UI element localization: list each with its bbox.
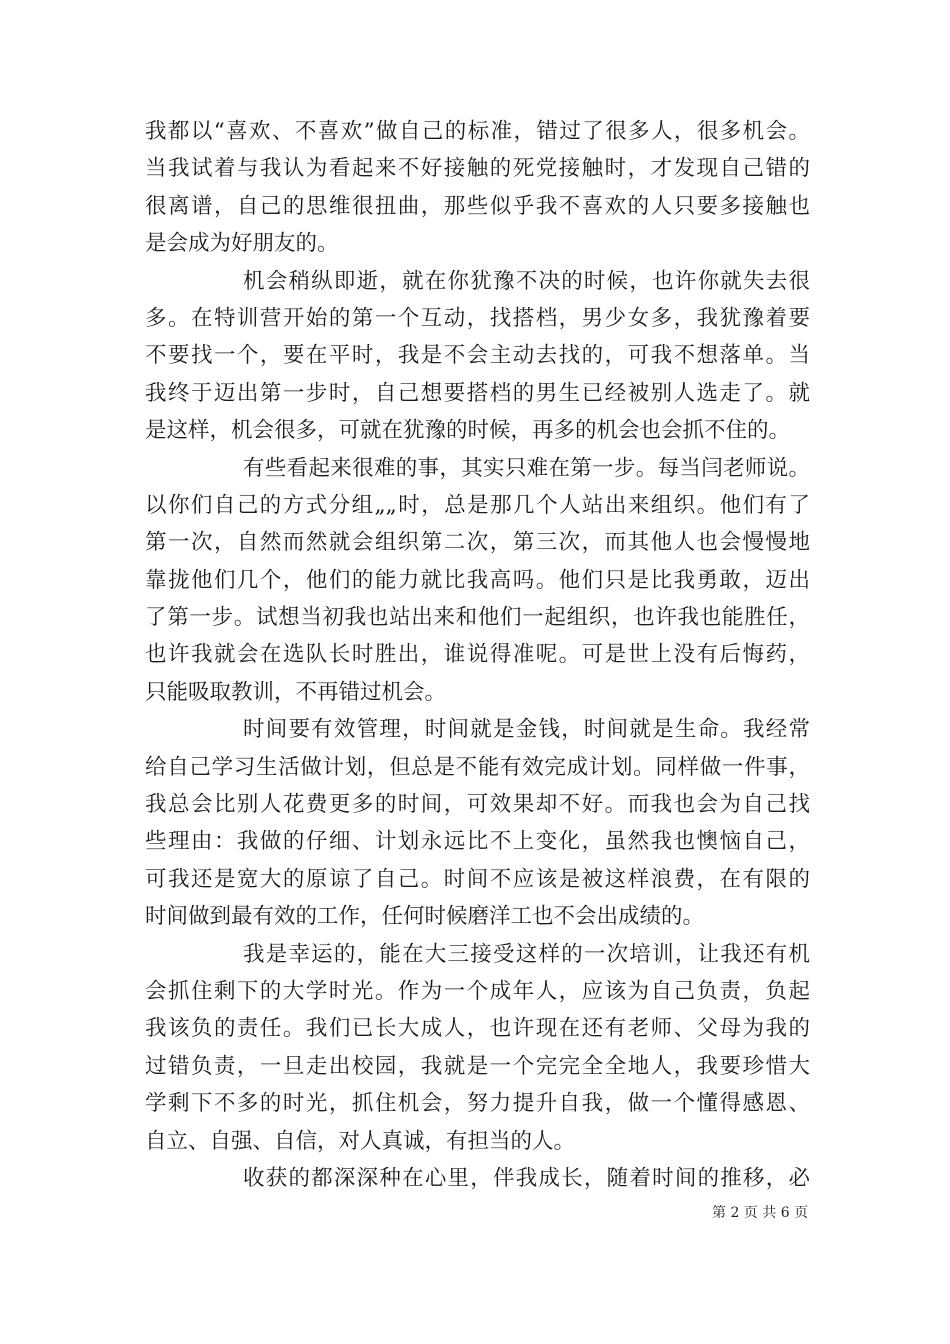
text-line: 只能吸取教训，不再错过机会。 <box>145 679 447 705</box>
text-line: 当我试着与我认为看起来不好接触的死党接触时，才发现自己错的 <box>145 156 810 182</box>
text-line: 很离谱，自己的思维很扭曲，那些似乎我不喜欢的人只要多接触也 <box>145 193 810 219</box>
text-line: 过错负责，一旦走出校园，我就是一个完完全全地人，我要珍惜大 <box>145 1053 810 1079</box>
page-number-footer: 第 2 页 共 6 页 <box>712 1205 809 1221</box>
text-line: 给自己学习生活做计划，但总是不能有效完成计划。同样做一件事， <box>145 754 810 780</box>
text-line: 学剩下不多的时光，抓住机会，努力提升自我，做一个懂得感恩、 <box>145 1091 810 1117</box>
text-line: 时间要有效管理，时间就是金钱，时间就是生命。我经常 <box>243 717 810 743</box>
text-line: 我终于迈出第一步时，自己想要搭档的男生已经被别人选走了。就 <box>145 380 810 406</box>
text-line: 时间做到最有效的工作，任何时候磨洋工也不会出成绩的。 <box>145 904 705 930</box>
text-line: 第一次，自然而然就会组织第二次，第三次，而其他人也会慢慢地 <box>145 530 810 556</box>
text-line: 会抓住剩下的大学时光。作为一个成年人，应该为自己负责，负起 <box>145 978 810 1004</box>
document-body <box>145 113 810 1197</box>
text-line: 也许我就会在选队长时胜出，谁说得准呢。可是世上没有后悔药， <box>145 642 810 668</box>
text-line: 多。在特训营开始的第一个互动，找搭档，男少女多，我犹豫着要 <box>145 305 810 331</box>
text-line: 有些看起来很难的事，其实只难在第一步。每当闫老师说。 <box>243 455 810 481</box>
text-line: 收获的都深深种在心里，伴我成长，随着时间的推移，必 <box>243 1165 810 1191</box>
text-line: 自立、自强、自信，对人真诚，有担当的人。 <box>145 1128 576 1154</box>
text-line: 些理由：我做的仔细、计划永远比不上变化，虽然我也懊恼自己， <box>145 829 810 855</box>
text-line: 不要找一个，要在平时，我是不会主动去找的，可我不想落单。当 <box>145 343 810 369</box>
text-line: 我总会比别人花费更多的时间，可效果却不好。而我也会为自己找 <box>145 792 810 818</box>
text-line: 是这样，机会很多，可就在犹豫的时候，再多的机会也会抓不住的。 <box>145 418 791 444</box>
text-line: 我是幸运的，能在大三接受这样的一次培训，让我还有机 <box>243 941 810 967</box>
text-line: 靠拢他们几个，他们的能力就比我高吗。他们只是比我勇敢，迈出 <box>145 567 810 593</box>
text-line: 了第一步。试想当初我也站出来和他们一起组织，也许我也能胜任， <box>145 605 810 631</box>
text-line: 我都以“喜欢、不喜欢”做自己的标准，错过了很多人，很多机会。 <box>145 119 810 144</box>
text-line: 我该负的责任。我们已长大成人，也许现在还有老师、父母为我的 <box>145 1016 810 1042</box>
text-line: 以你们自己的方式分组„„时，总是那几个人站出来组织。他们有了 <box>145 492 810 518</box>
text-line: 机会稍纵即逝，就在你犹豫不决的时候，也许你就失去很 <box>243 268 810 294</box>
text-line: 可我还是宽大的原谅了自己。时间不应该是被这样浪费，在有限的 <box>145 866 810 892</box>
text-line: 是会成为好朋友的。 <box>145 231 339 257</box>
